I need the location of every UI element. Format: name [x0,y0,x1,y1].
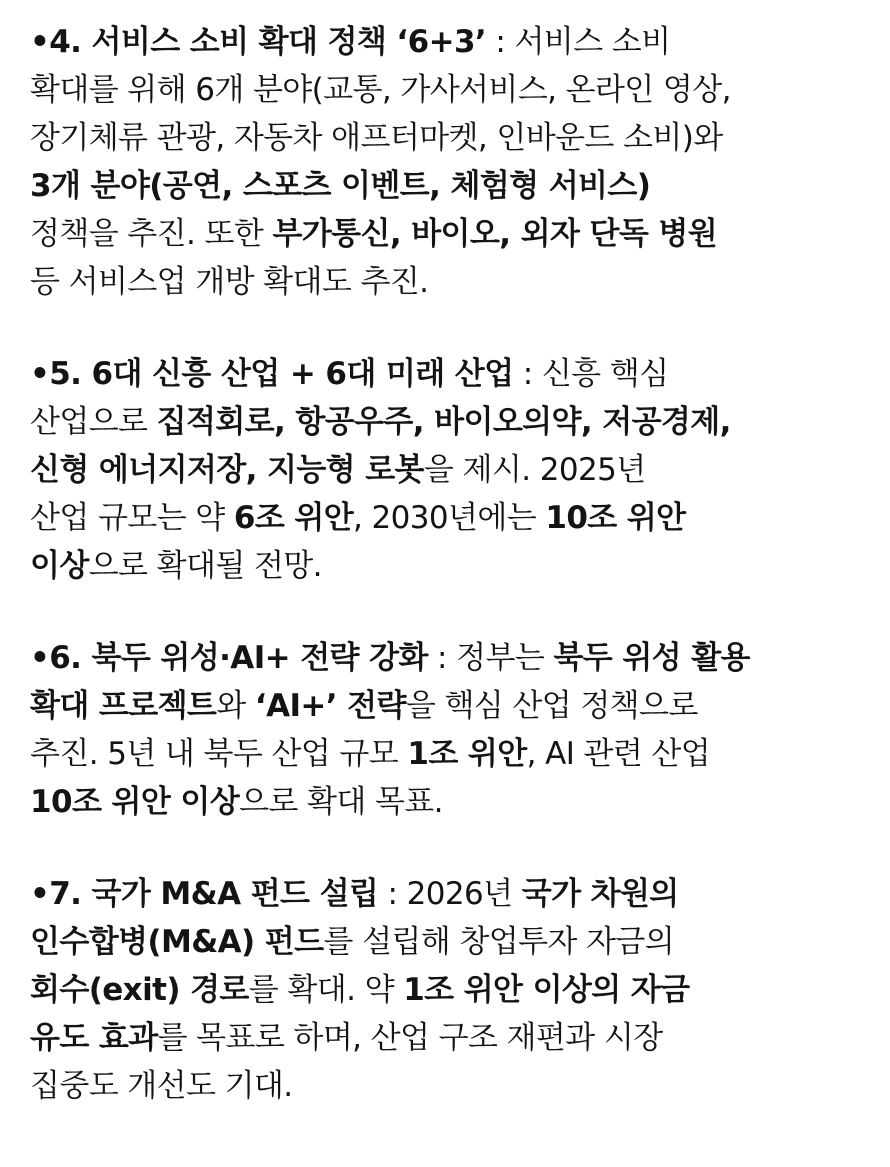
bold-text: •4. 서비스 소비 확대 정책 ‘6+3’ [30,24,487,60]
body-text: 장기체류 관광, 자동차 애프터마켓, 인바운드 소비)와 [30,120,723,156]
body-text: 정책을 추진. 또한 [30,216,273,252]
body-text: : 2026년 [378,876,522,912]
text-line [30,258,882,306]
text-line [30,210,882,258]
bold-text: 신형 에너지저장, 지능형 로봇 [30,452,424,488]
policy-item-4-service-consumption [30,18,882,306]
body-text: 추진. 5년 내 북두 산업 규모 [30,736,408,772]
text-line [30,66,882,114]
bold-text: •7. 국가 M&A 펀드 설립 [30,876,379,912]
body-text: 을 핵심 산업 정책으로 [405,688,698,724]
body-text: 등 서비스업 개방 확대도 추진. [30,264,429,300]
body-text: 산업 규모는 약 [30,500,234,536]
body-text: : 서비스 소비 [486,24,671,60]
bold-text: 북두 위성 활용 [553,640,750,676]
text-line [30,398,882,446]
text-line [30,1014,882,1062]
bold-text: 국가 차원의 [521,876,679,912]
body-text: 확대를 위해 6개 분야(교통, 가사서비스, 온라인 영상, [30,72,731,108]
body-text: 산업으로 [30,404,157,440]
text-line [30,494,882,542]
text-line [30,162,882,210]
body-text: 를 목표로 하며, 산업 구조 재편과 시장 [157,1020,663,1056]
bold-text: •6. 북두 위성·AI+ 전략 강화 [30,640,428,676]
text-line [30,18,882,66]
policy-item-7-ma-fund [30,870,882,1110]
text-line [30,870,882,918]
bold-text: 이상 [30,548,89,584]
body-text: 를 설립해 창업투자 자금의 [323,924,675,960]
text-line [30,682,882,730]
text-line [30,778,882,826]
body-text: : 신흥 핵심 [513,356,669,392]
text-line [30,918,882,966]
bold-text: 부가통신, 바이오, 외자 단독 병원 [272,216,718,252]
bold-text: 1조 위안 이상의 자금 [403,972,690,1008]
body-text: 으로 확대 목표. [239,784,443,820]
bold-text: 회수(exit) 경로 [30,972,249,1008]
text-line [30,350,882,398]
text-line [30,1062,882,1110]
text-line [30,730,882,778]
text-line [30,634,882,682]
bold-text: 6조 위안 [233,500,354,536]
bold-text: 10조 위안 이상 [30,784,240,820]
policy-document [30,18,882,1154]
bold-text: 10조 위안 [545,500,686,536]
body-text: : 정부는 [427,640,554,676]
policy-item-6-beidou-ai [30,634,882,826]
bold-text: 확대 프로젝트 [30,688,217,724]
text-line [30,542,882,590]
body-text: , AI 관련 산업 [526,736,711,772]
bold-text: 집적회로, 항공우주, 바이오의약, 저공경제, [156,404,731,440]
text-line [30,446,882,494]
body-text: 집중도 개선도 기대. [30,1068,293,1104]
policy-item-5-industries [30,350,882,590]
bold-text: 유도 효과 [30,1020,158,1056]
body-text: 를 확대. 약 [248,972,404,1008]
body-text: 와 [216,688,255,724]
bold-text: 3개 분야(공연, 스포츠 이벤트, 체험형 서비스) [30,168,651,204]
body-text: 을 제시. 2025년 [423,452,646,488]
text-line [30,114,882,162]
bold-text: 1조 위안 [407,736,527,772]
bold-text: 인수합병(M&A) 펀드 [30,924,324,960]
text-line [30,966,882,1014]
bold-text: ‘AI+’ 전략 [254,688,406,724]
body-text: 으로 확대될 전망. [88,548,322,584]
body-text: , 2030년에는 [353,500,546,536]
bold-text: •5. 6대 신흥 산업 + 6대 미래 산업 [30,356,514,392]
